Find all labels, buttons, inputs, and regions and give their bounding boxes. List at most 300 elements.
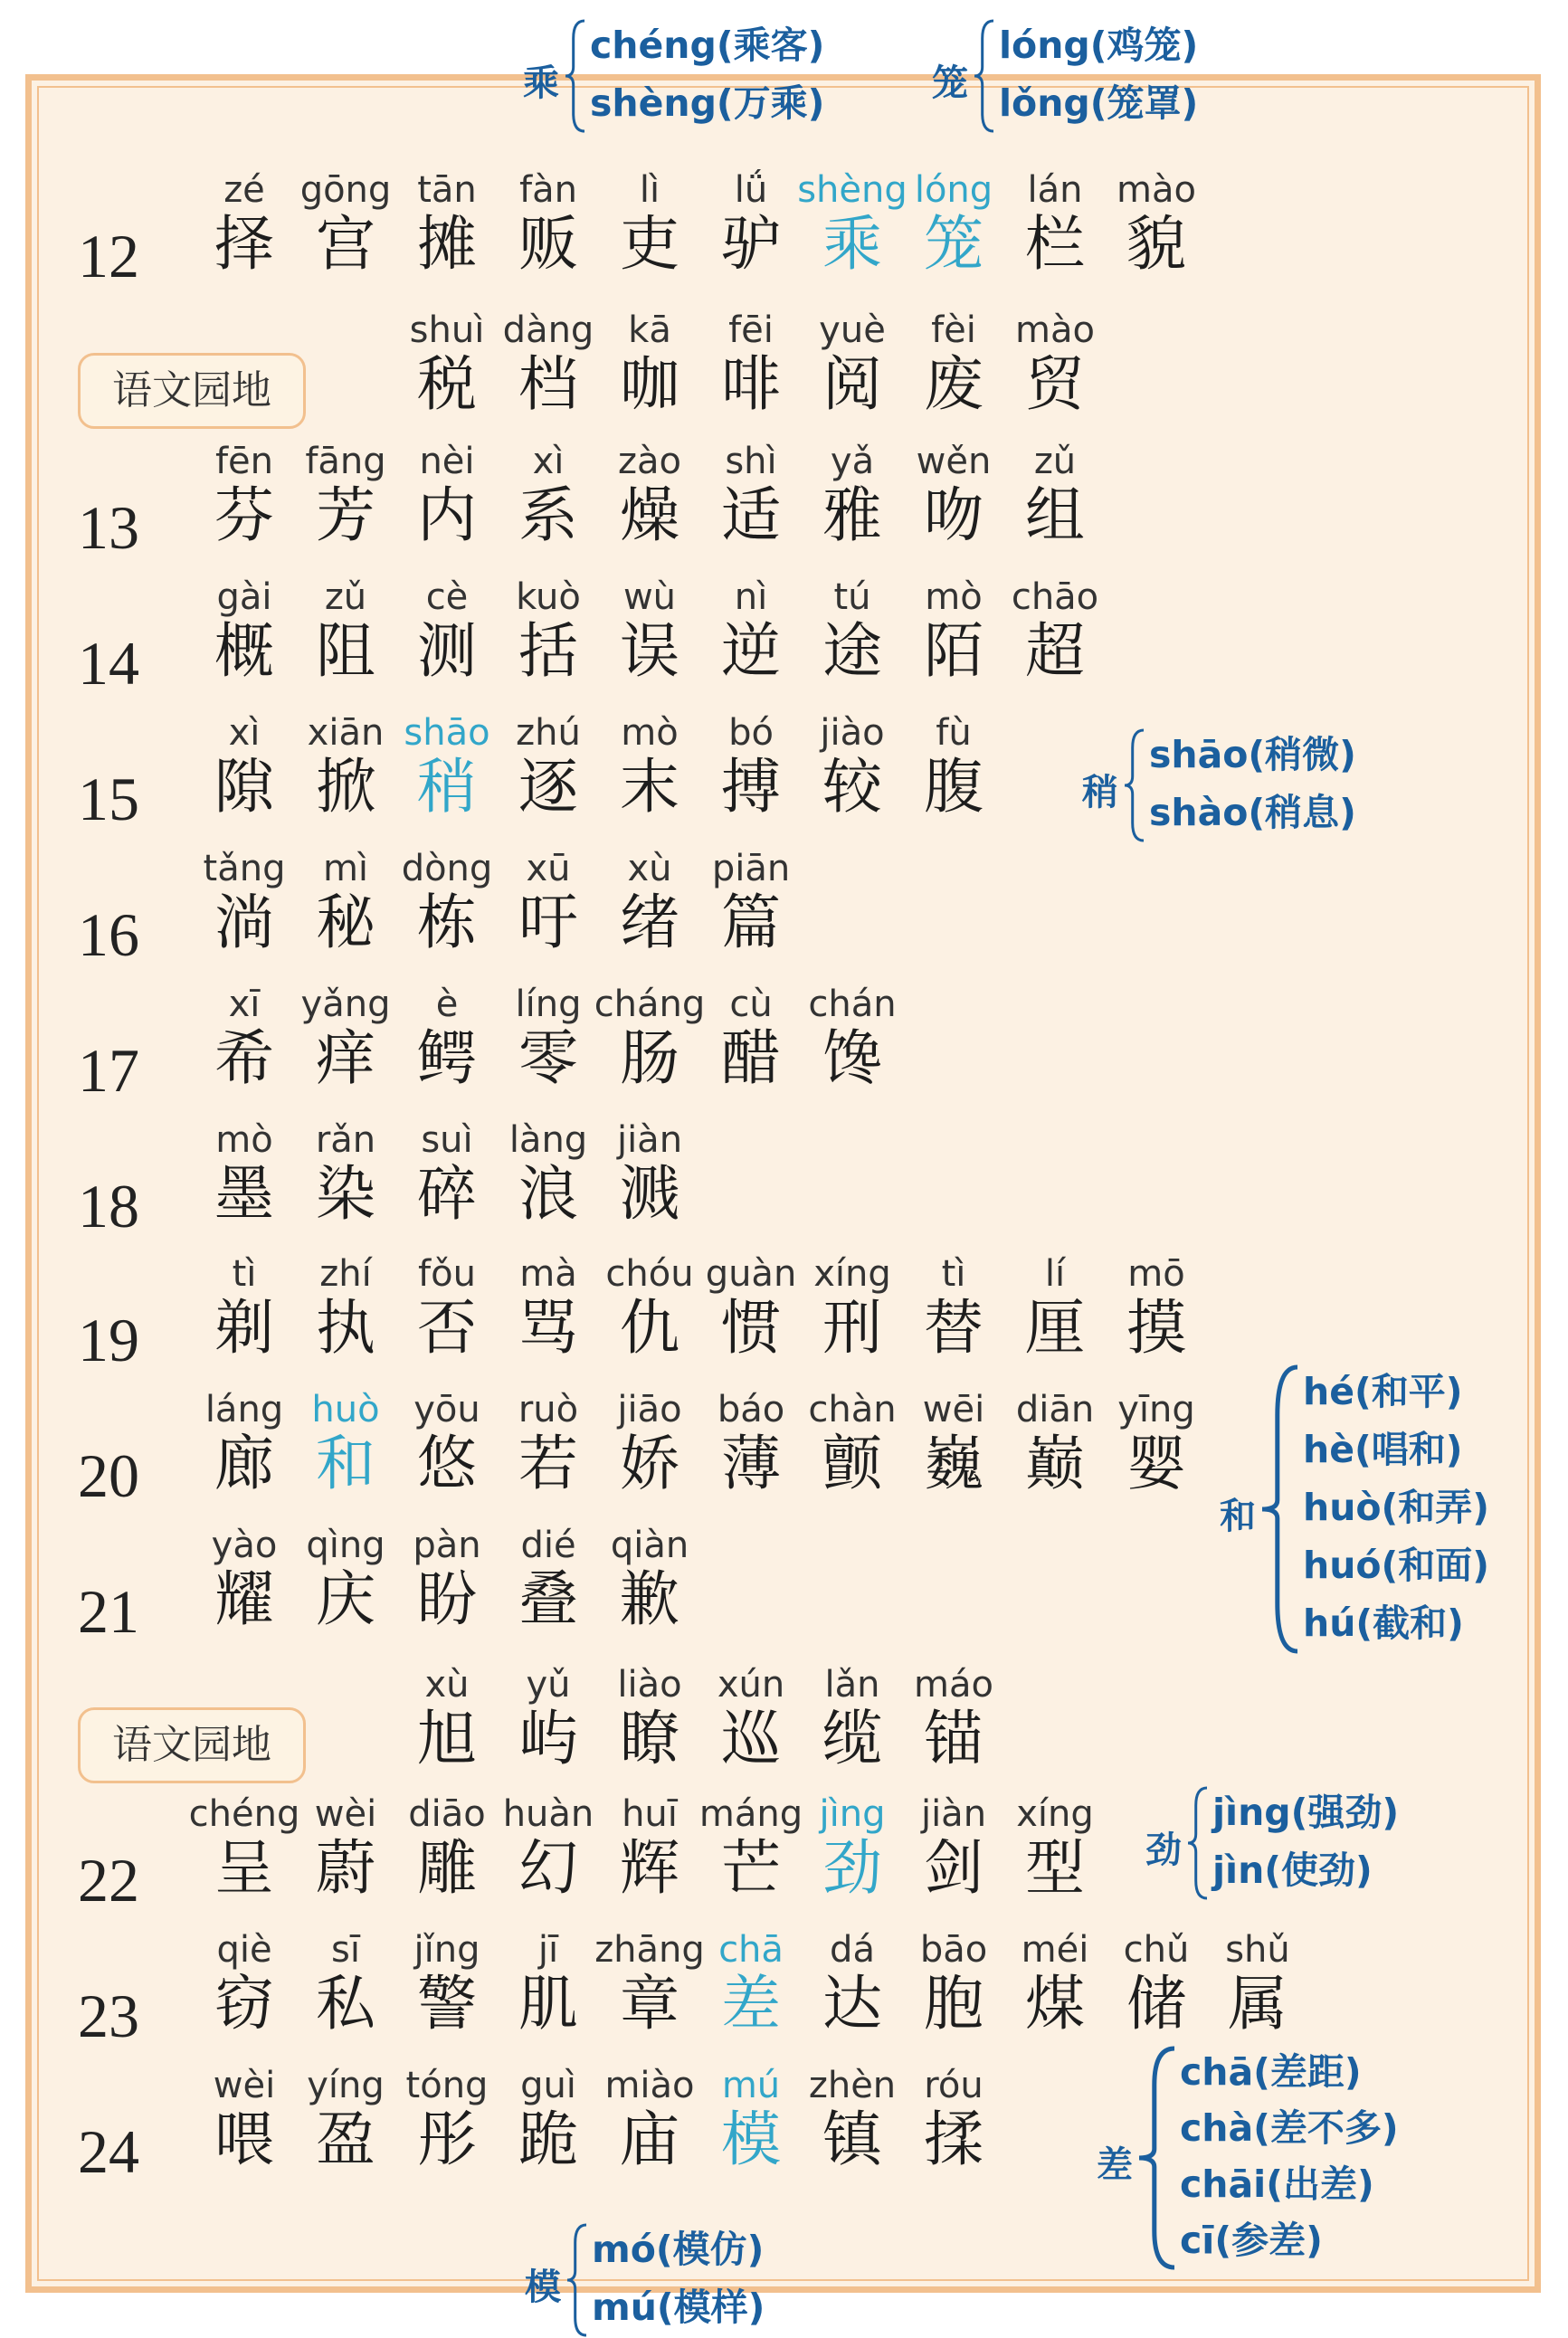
lesson-number: 14 — [78, 629, 139, 698]
polyphone-reading: huò(和弄) — [1303, 1486, 1490, 1529]
pinyin: tān — [417, 169, 477, 211]
hanzi: 概 — [214, 616, 274, 686]
pinyin: báo — [717, 1389, 785, 1430]
pinyin: zé — [223, 169, 265, 211]
lesson-number: 17 — [78, 1036, 139, 1105]
character-cell — [599, 1113, 700, 1240]
hanzi: 骂 — [518, 1293, 578, 1363]
hanzi: 逆 — [721, 616, 781, 686]
hanzi: 墨 — [214, 1159, 274, 1229]
lesson-row — [0, 841, 1568, 968]
pinyin: yōu — [413, 1389, 480, 1430]
pinyin: yào — [211, 1525, 278, 1566]
character-cell — [1004, 1787, 1106, 1914]
hanzi: 章 — [620, 1969, 679, 2039]
hanzi: 测 — [417, 616, 477, 686]
hanzi: 途 — [822, 616, 882, 686]
hanzi: 染 — [316, 1159, 375, 1229]
hanzi: 若 — [518, 1429, 578, 1498]
hanzi: 貌 — [1126, 209, 1186, 279]
hanzi: 篇 — [721, 888, 781, 957]
pinyin: diāo — [408, 1793, 486, 1835]
polyphone-char: 差 — [1097, 2143, 1133, 2186]
pinyin: fàn — [519, 169, 577, 211]
pinyin: mò — [621, 712, 679, 754]
hanzi: 剑 — [924, 1833, 984, 1903]
pinyin: fāng — [305, 441, 386, 482]
pinyin: fēi — [728, 309, 774, 351]
character-cell — [700, 841, 802, 968]
polyphone-reading: jìn(使劲) — [1212, 1849, 1373, 1892]
pinyin: yǎ — [830, 441, 875, 482]
hanzi: 浪 — [518, 1159, 578, 1229]
pinyin: xún — [717, 1664, 785, 1706]
pinyin: piān — [711, 848, 791, 889]
pinyin: chǔ — [1123, 1929, 1190, 1971]
brace-icon — [563, 18, 586, 134]
hanzi: 彤 — [417, 2105, 477, 2174]
hanzi: 盼 — [417, 1564, 477, 1634]
pinyin: tì — [941, 1253, 966, 1295]
pinyin: kuò — [516, 576, 581, 618]
pinyin: dàng — [502, 309, 594, 351]
brace-icon — [1259, 1364, 1299, 1654]
pinyin: mào — [1015, 309, 1095, 351]
hanzi: 搏 — [721, 752, 781, 822]
hanzi: 属 — [1228, 1969, 1288, 2039]
hanzi: 末 — [620, 752, 679, 822]
polyphone-reading: mú(模样) — [592, 2286, 765, 2329]
pinyin: xì — [228, 712, 261, 754]
character-cell — [1004, 434, 1106, 561]
hanzi: 溅 — [620, 1159, 679, 1229]
hanzi: 厘 — [1025, 1293, 1085, 1363]
pinyin: shì — [725, 441, 777, 482]
lesson-row — [0, 163, 1568, 290]
pinyin: máng — [698, 1793, 803, 1835]
lesson-row — [0, 1113, 1568, 1240]
pinyin: qiàn — [610, 1525, 689, 1566]
pinyin: kā — [628, 309, 671, 351]
pinyin: zǔ — [324, 576, 367, 618]
pinyin: pàn — [413, 1525, 481, 1566]
pinyin: nì — [734, 576, 768, 618]
pinyin: xì — [532, 441, 565, 482]
hanzi: 劲 — [822, 1833, 882, 1903]
pinyin: cè — [425, 576, 469, 618]
pinyin: líng — [515, 984, 582, 1025]
hanzi: 储 — [1126, 1969, 1186, 2039]
pinyin: huàn — [502, 1793, 594, 1835]
polyphone-reading: chā(差距) — [1180, 2050, 1362, 2094]
pinyin: lǘ — [734, 169, 768, 211]
hanzi: 煤 — [1025, 1969, 1085, 2039]
pinyin: fēn — [214, 441, 274, 482]
pinyin: fèi — [931, 309, 976, 351]
hanzi: 芬 — [214, 480, 274, 550]
hanzi: 巡 — [721, 1704, 781, 1773]
hanzi: 芳 — [316, 480, 375, 550]
brace-icon — [565, 2222, 588, 2338]
pinyin: jiào — [820, 712, 885, 754]
hanzi: 鳄 — [417, 1023, 477, 1093]
pinyin: chán — [808, 984, 897, 1025]
pinyin: qiè — [216, 1929, 272, 1971]
hanzi: 组 — [1025, 480, 1085, 550]
pinyin: láng — [204, 1389, 284, 1430]
polyphone-reading: chāi(出差) — [1180, 2162, 1374, 2206]
polyphone-reading: mó(模仿) — [592, 2228, 765, 2271]
pinyin: shǔ — [1225, 1929, 1290, 1971]
hanzi: 吏 — [620, 209, 679, 279]
pinyin: è — [435, 984, 459, 1025]
polyphone-char: 模 — [525, 2266, 561, 2308]
hanzi: 仇 — [620, 1293, 679, 1363]
pinyin: sī — [331, 1929, 360, 1971]
polyphone-char: 和 — [1220, 1495, 1256, 1537]
pinyin: làng — [508, 1119, 588, 1161]
hanzi: 希 — [214, 1023, 274, 1093]
polyphone-reading: lóng(鸡笼) — [999, 24, 1199, 67]
pinyin: róu — [924, 2065, 984, 2106]
hanzi: 屿 — [518, 1704, 578, 1773]
pinyin: lán — [1027, 169, 1083, 211]
brace-icon — [1122, 727, 1145, 843]
hanzi: 差 — [721, 1969, 781, 2039]
hanzi: 肠 — [620, 1023, 679, 1093]
hanzi: 旭 — [417, 1704, 477, 1773]
hanzi: 雅 — [822, 480, 882, 550]
hanzi: 隙 — [214, 752, 274, 822]
hanzi: 笼 — [924, 209, 984, 279]
pinyin: miào — [604, 2065, 695, 2106]
hanzi: 执 — [316, 1293, 375, 1363]
hanzi: 税 — [417, 349, 477, 419]
hanzi: 庆 — [316, 1564, 375, 1634]
polyphone-reading: huó(和面) — [1303, 1544, 1490, 1587]
pinyin: wèi — [314, 1793, 377, 1835]
pinyin: shāo — [404, 712, 490, 754]
hanzi: 废 — [924, 349, 984, 419]
polyphone-reading: chà(差不多) — [1180, 2106, 1399, 2150]
lesson-number: 18 — [78, 1172, 139, 1240]
polyphone-reading: cī(参差) — [1180, 2219, 1323, 2262]
hanzi: 稍 — [417, 752, 477, 822]
hanzi: 吻 — [924, 480, 984, 550]
lesson-row — [0, 977, 1568, 1104]
polyphone-reading: chéng(乘客) — [590, 24, 825, 67]
hanzi: 痒 — [316, 1023, 375, 1093]
pinyin: rǎn — [315, 1119, 376, 1161]
hanzi: 误 — [620, 616, 679, 686]
hanzi: 窃 — [214, 1969, 274, 2039]
hanzi: 醋 — [721, 1023, 781, 1093]
hanzi: 达 — [822, 1969, 882, 2039]
hanzi: 和 — [316, 1429, 375, 1498]
pinyin: jìng — [819, 1793, 886, 1835]
pinyin: lì — [639, 169, 660, 211]
pinyin: fǒu — [418, 1253, 476, 1295]
pinyin: jiàn — [616, 1119, 683, 1161]
pinyin: diān — [1015, 1389, 1095, 1430]
hanzi: 啡 — [721, 349, 781, 419]
hanzi: 燥 — [620, 480, 679, 550]
hanzi: 剃 — [214, 1293, 274, 1363]
hanzi: 呈 — [214, 1833, 274, 1903]
pinyin: guì — [520, 2065, 576, 2106]
pinyin: mò — [215, 1119, 273, 1161]
hanzi: 绪 — [620, 888, 679, 957]
hanzi: 阅 — [822, 349, 882, 419]
hanzi: 惯 — [721, 1293, 781, 1363]
brace-icon — [1185, 1785, 1209, 1901]
lesson-number: 15 — [78, 765, 139, 833]
polyphone-char: 乘 — [523, 62, 559, 104]
pinyin: bó — [728, 712, 774, 754]
pinyin: gài — [216, 576, 272, 618]
lesson-row — [0, 1923, 1568, 2049]
pinyin: chéng — [188, 1793, 300, 1835]
hanzi: 括 — [518, 616, 578, 686]
hanzi: 盈 — [316, 2105, 375, 2174]
hanzi: 掀 — [316, 752, 375, 822]
pinyin: wèi — [213, 2065, 276, 2106]
lesson-number: 20 — [78, 1441, 139, 1510]
garden-row — [0, 303, 1568, 430]
hanzi: 瞭 — [620, 1704, 679, 1773]
hanzi: 型 — [1025, 1833, 1085, 1903]
character-cell — [903, 2058, 1004, 2185]
hanzi: 胞 — [924, 1969, 984, 2039]
pinyin: máo — [914, 1664, 993, 1706]
hanzi: 吁 — [518, 888, 578, 957]
pinyin: tóng — [405, 2065, 489, 2106]
hanzi: 缆 — [822, 1704, 882, 1773]
pinyin: fù — [936, 712, 972, 754]
hanzi: 跪 — [518, 2105, 578, 2174]
pinyin: zhí — [319, 1253, 372, 1295]
hanzi: 薄 — [721, 1429, 781, 1498]
pinyin: xù — [627, 848, 672, 889]
character-cell — [1106, 163, 1207, 290]
hanzi: 巍 — [924, 1429, 984, 1498]
pinyin: xíng — [1016, 1793, 1094, 1835]
lesson-row — [0, 570, 1568, 697]
hanzi: 馋 — [822, 1023, 882, 1093]
lesson-number: 23 — [78, 1982, 139, 2050]
polyphone-reading: jìng(强劲) — [1212, 1791, 1400, 1834]
pinyin: zǔ — [1033, 441, 1077, 482]
hanzi: 私 — [316, 1969, 375, 2039]
pinyin: jī — [537, 1929, 559, 1971]
pinyin: xū — [526, 848, 571, 889]
pinyin: shuì — [409, 309, 485, 351]
garden-badge: 语文园地 — [78, 353, 306, 429]
hanzi: 叠 — [518, 1564, 578, 1634]
hanzi: 雕 — [417, 1833, 477, 1903]
pinyin: chā — [718, 1929, 784, 1971]
lesson-number: 24 — [78, 2117, 139, 2186]
pinyin: tì — [232, 1253, 257, 1295]
character-cell — [903, 706, 1004, 832]
hanzi: 淌 — [214, 888, 274, 957]
pinyin: mú — [721, 2065, 781, 2106]
character-cell — [802, 977, 903, 1104]
pinyin: dòng — [401, 848, 493, 889]
pinyin: méi — [1021, 1929, 1089, 1971]
pinyin: tú — [833, 576, 871, 618]
hanzi: 摸 — [1126, 1293, 1186, 1363]
lesson-row — [0, 1247, 1568, 1373]
polyphone-reading: shèng(万乘) — [590, 81, 825, 125]
hanzi: 廊 — [214, 1429, 274, 1498]
polyphone-reading: shào(稍息) — [1149, 791, 1356, 834]
hanzi: 芒 — [721, 1833, 781, 1903]
polyphone-char: 劲 — [1145, 1829, 1182, 1871]
pinyin: zhú — [516, 712, 581, 754]
garden-row — [0, 1658, 1568, 1784]
pinyin: jǐng — [413, 1929, 480, 1971]
pinyin: chàn — [808, 1389, 897, 1430]
hanzi: 娇 — [620, 1429, 679, 1498]
pinyin: yǎng — [300, 984, 391, 1025]
pinyin: xiān — [307, 712, 385, 754]
polyphone-reading: hé(和平) — [1303, 1370, 1463, 1413]
lesson-number: 19 — [78, 1306, 139, 1374]
hanzi: 悠 — [417, 1429, 477, 1498]
hanzi: 蔚 — [316, 1833, 375, 1903]
hanzi: 阻 — [316, 616, 375, 686]
hanzi: 替 — [924, 1293, 984, 1363]
hanzi: 贩 — [518, 209, 578, 279]
character-cell — [1106, 1247, 1207, 1373]
lesson-number: 12 — [78, 222, 139, 290]
pinyin: zhāng — [594, 1929, 705, 1971]
pinyin: chāo — [1011, 576, 1099, 618]
polyphone-reading: hú(截和) — [1303, 1601, 1464, 1645]
hanzi: 刑 — [822, 1293, 882, 1363]
hanzi: 系 — [518, 480, 578, 550]
lesson-number: 13 — [78, 493, 139, 562]
pinyin: qìng — [306, 1525, 385, 1566]
pinyin: shèng — [797, 169, 908, 211]
pinyin: suì — [421, 1119, 473, 1161]
character-cell — [1004, 303, 1106, 430]
pinyin: xíng — [813, 1253, 891, 1295]
pinyin: zào — [618, 441, 681, 482]
hanzi: 较 — [822, 752, 882, 822]
pinyin: cháng — [594, 984, 706, 1025]
pinyin: mō — [1127, 1253, 1185, 1295]
hanzi: 庙 — [620, 2105, 679, 2174]
character-cell — [599, 1518, 700, 1645]
garden-badge: 语文园地 — [78, 1707, 306, 1783]
hanzi: 陌 — [924, 616, 984, 686]
pinyin: chóu — [605, 1253, 694, 1295]
pinyin: bāo — [919, 1929, 988, 1971]
pinyin: huī — [622, 1793, 678, 1835]
hanzi: 乘 — [822, 209, 882, 279]
pinyin: huò — [311, 1389, 380, 1430]
hanzi: 驴 — [721, 209, 781, 279]
character-cell — [1106, 1383, 1207, 1509]
polyphone-char: 笼 — [932, 62, 968, 104]
hanzi: 适 — [721, 480, 781, 550]
pinyin: yǔ — [526, 1664, 571, 1706]
hanzi: 耀 — [214, 1564, 274, 1634]
pinyin: gōng — [299, 169, 392, 211]
pinyin: wěn — [916, 441, 992, 482]
polyphone-reading: shāo(稍微) — [1149, 733, 1356, 776]
hanzi: 幻 — [518, 1833, 578, 1903]
hanzi: 碎 — [417, 1159, 477, 1229]
pinyin: tǎng — [203, 848, 286, 889]
pinyin: dá — [830, 1929, 875, 1971]
pinyin: liào — [617, 1664, 682, 1706]
hanzi: 模 — [721, 2105, 781, 2174]
pinyin: jiàn — [920, 1793, 987, 1835]
pinyin: cù — [729, 984, 773, 1025]
hanzi: 栏 — [1025, 209, 1085, 279]
pinyin: guàn — [705, 1253, 797, 1295]
pinyin: yíng — [307, 2065, 385, 2106]
pinyin: yuè — [819, 309, 886, 351]
hanzi: 腹 — [924, 752, 984, 822]
pinyin: mà — [519, 1253, 577, 1295]
hanzi: 摊 — [417, 209, 477, 279]
hanzi: 揉 — [924, 2105, 984, 2174]
hanzi: 歉 — [620, 1564, 679, 1634]
lesson-number: 16 — [78, 900, 139, 969]
lesson-row — [0, 434, 1568, 561]
polyphone-char: 稍 — [1082, 771, 1118, 813]
pinyin: lí — [1044, 1253, 1066, 1295]
pinyin: mò — [925, 576, 983, 618]
hanzi: 内 — [417, 480, 477, 550]
hanzi: 否 — [417, 1293, 477, 1363]
character-cell — [1004, 570, 1106, 697]
hanzi: 镇 — [822, 2105, 882, 2174]
polyphone-reading: lǒng(笼罩) — [999, 81, 1199, 125]
pinyin: lóng — [914, 169, 993, 211]
character-cell — [903, 1658, 1004, 1784]
hanzi: 咖 — [620, 349, 679, 419]
character-cell — [1207, 1923, 1308, 2049]
hanzi: 零 — [518, 1023, 578, 1093]
pinyin: wēi — [922, 1389, 985, 1430]
hanzi: 超 — [1025, 616, 1085, 686]
lesson-number: 21 — [78, 1577, 139, 1646]
pinyin: xī — [228, 984, 261, 1025]
hanzi: 逐 — [518, 752, 578, 822]
hanzi: 栋 — [417, 888, 477, 957]
hanzi: 巅 — [1025, 1429, 1085, 1498]
hanzi: 警 — [417, 1969, 477, 2039]
pinyin: ruò — [518, 1389, 579, 1430]
pinyin: wù — [622, 576, 677, 618]
pinyin: nèi — [419, 441, 475, 482]
pinyin: mào — [1117, 169, 1196, 211]
hanzi: 档 — [518, 349, 578, 419]
pinyin: mì — [322, 848, 369, 889]
hanzi: 婴 — [1126, 1429, 1186, 1498]
pinyin: yīng — [1117, 1389, 1195, 1430]
hanzi: 喂 — [214, 2105, 274, 2174]
pinyin: lǎn — [824, 1664, 880, 1706]
pinyin: jiāo — [617, 1389, 682, 1430]
pinyin: zhèn — [808, 2065, 897, 2106]
pinyin: dié — [520, 1525, 576, 1566]
